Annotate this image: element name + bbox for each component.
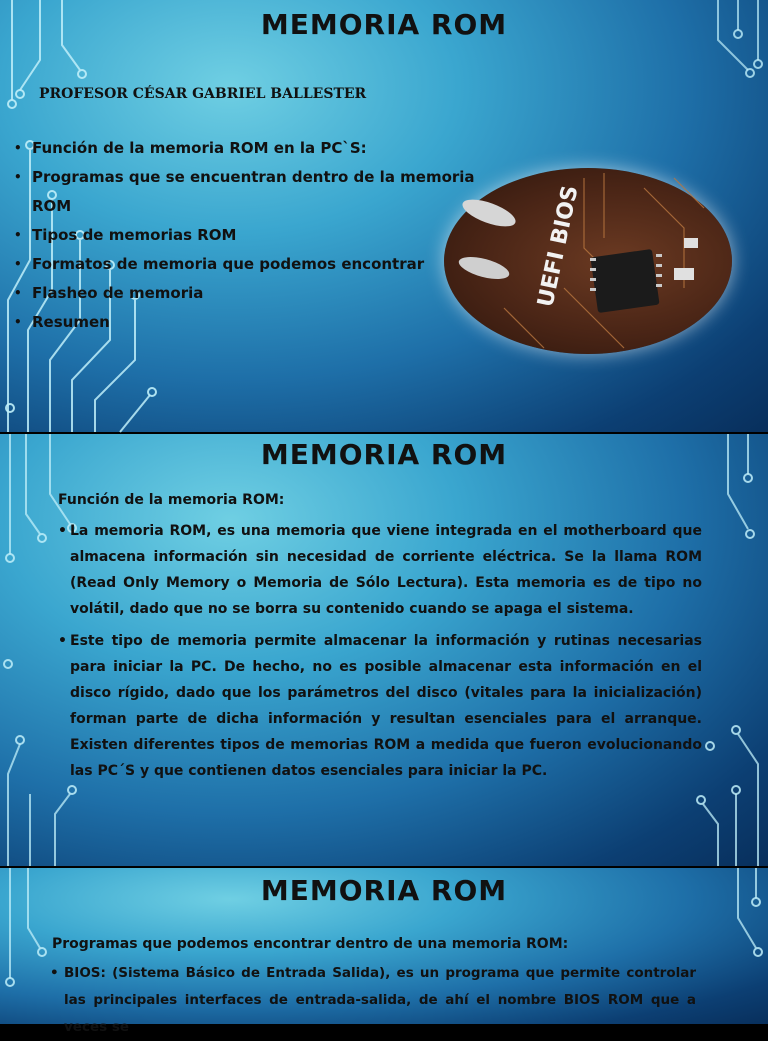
list-item: • Formatos de memoria que podemos encontrar (14, 250, 514, 279)
paragraph-list (58, 518, 702, 790)
slide-title: MEMORIA ROM (260, 438, 508, 471)
uefi-bios-label: UEFI BIOS (533, 183, 584, 310)
slide-title: MEMORIA ROM (260, 874, 508, 907)
bios-chip-photo (444, 168, 732, 354)
list-item: • Programas que se encuentran dentro de la memoria ROM (14, 163, 514, 221)
slide-3 (0, 868, 768, 1035)
list-item: • Flasheo de memoria (14, 279, 514, 308)
slide-title: MEMORIA ROM (260, 8, 508, 41)
slide-1 (0, 0, 768, 432)
list-item: • Resumen (14, 308, 514, 337)
section-heading: Programas que podemos encontrar dentro de una memoria ROM: (52, 936, 569, 952)
motherboard-icon (444, 168, 732, 354)
presenter-name: PROFESOR CÉSAR GABRIEL BALLESTER (39, 86, 367, 102)
list-item: • La memoria ROM, es una memoria que viene integrada en el motherboard que almacena información sin necesidad de corriente eléctrica. Se la llama ROM (Read Only Memory o Memoria de Sólo Lectura). Esta memoria es de tipo no volátil, dado que no se borra su contenido cuando se apaga el sistema. (58, 518, 702, 622)
agenda-list (14, 134, 514, 337)
list-item: • Este tipo de memoria permite almacenar la información y rutinas necesarias para iniciar la PC. De hecho, no es posible almacenar esta información en el disco rígido, dado que los parámetros del disco (vitales para la inicialización) forman parte de dicha información y resultan esenciales para el arranque. Existen diferentes tipos de memorias ROM a medida que fueron evolucionando las PC´S y que contienen datos esenciales para iniciar la PC. (58, 628, 702, 784)
slide-2 (0, 434, 768, 866)
list-item: • Tipos de memorias ROM (14, 221, 514, 250)
section-heading: Función de la memoria ROM: (58, 492, 285, 508)
paragraph-list (50, 960, 696, 1041)
list-item: • BIOS: (Sistema Básico de Entrada Salida), es un programa que permite controlar las principales interfaces de entrada-salida, de ahí el nombre BIOS ROM que a veces se (50, 960, 696, 1041)
list-item: • Función de la memoria ROM en la PC`S: (14, 134, 514, 163)
